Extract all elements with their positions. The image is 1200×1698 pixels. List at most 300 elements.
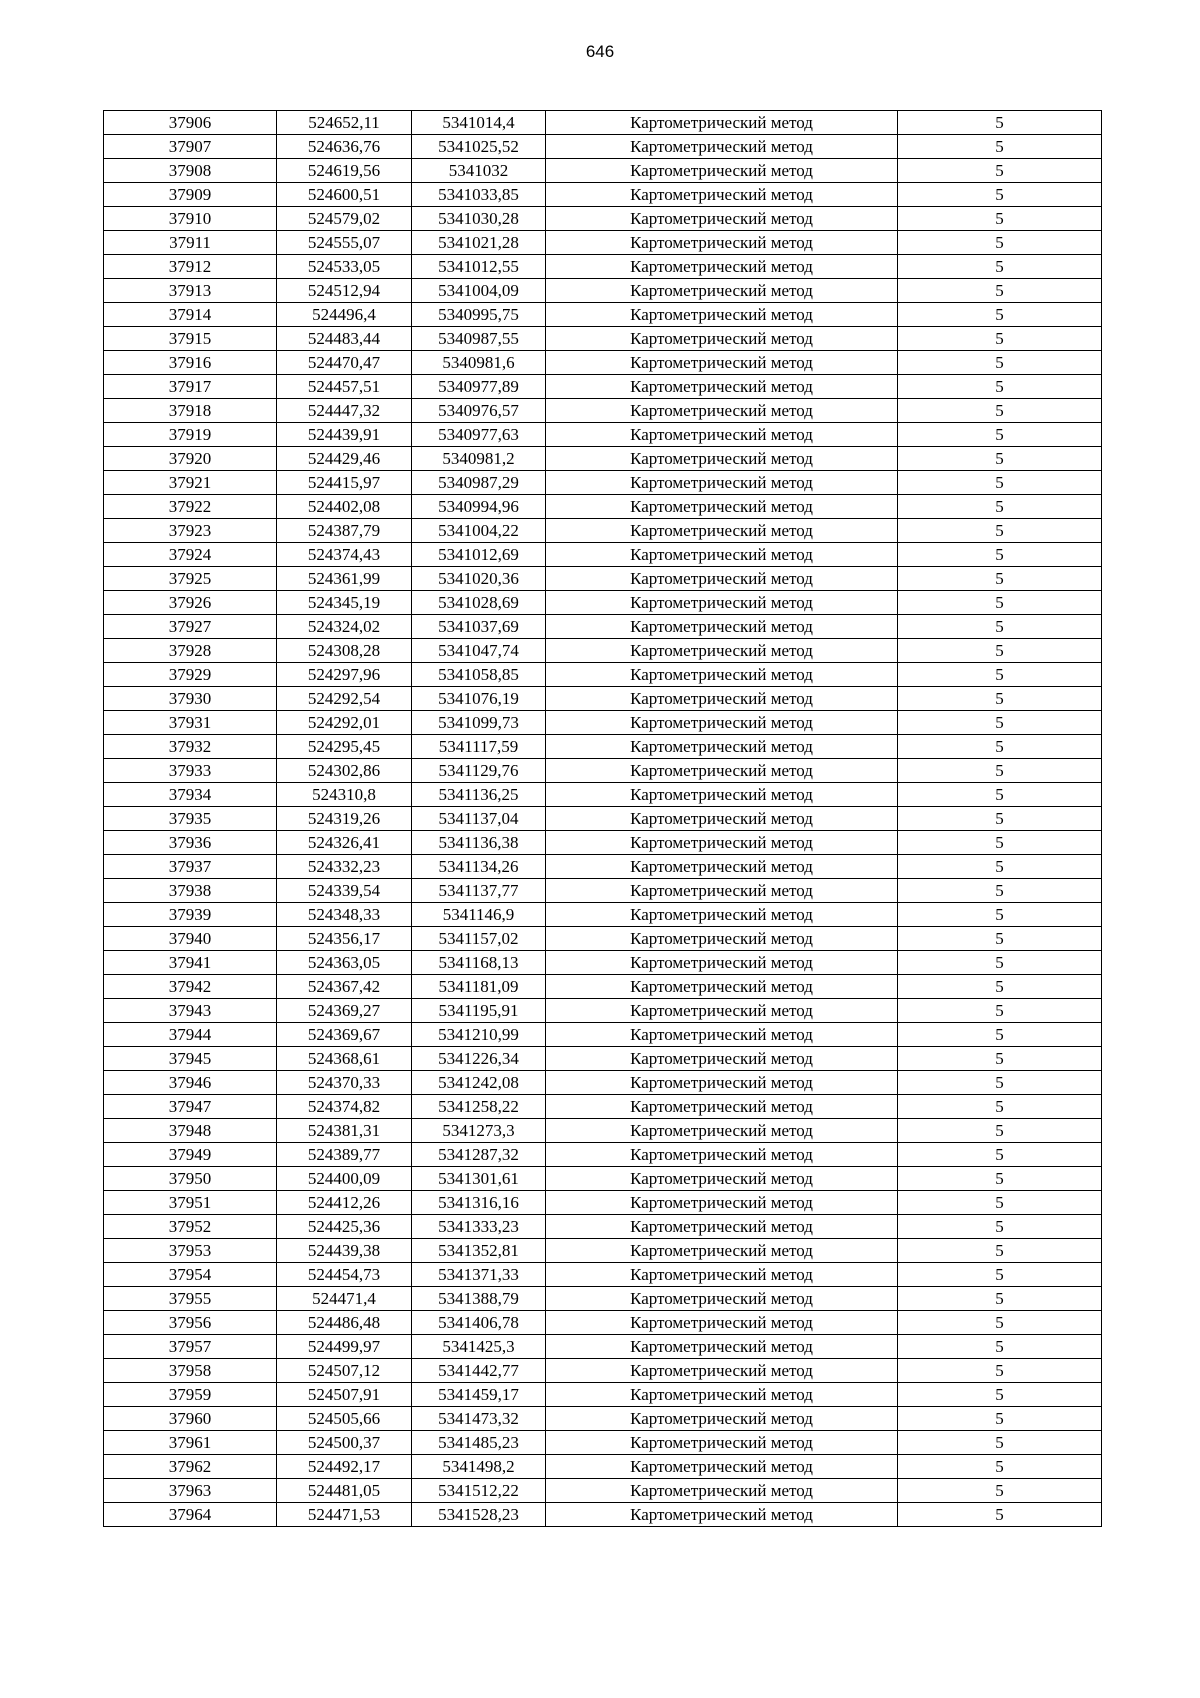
x-coordinate-cell: 524370,33 (277, 1071, 412, 1095)
point-number-cell: 37926 (104, 591, 277, 615)
y-coordinate-cell: 5341473,32 (412, 1407, 546, 1431)
method-cell: Картометрический метод (546, 1479, 898, 1503)
point-number-cell: 37951 (104, 1191, 277, 1215)
method-cell: Картометрический метод (546, 1095, 898, 1119)
coordinates-table-body (104, 111, 1102, 1527)
x-coordinate-cell: 524415,97 (277, 471, 412, 495)
x-coordinate-cell: 524600,51 (277, 183, 412, 207)
point-number-cell: 37960 (104, 1407, 277, 1431)
y-coordinate-cell: 5341014,4 (412, 111, 546, 135)
x-coordinate-cell: 524507,12 (277, 1359, 412, 1383)
accuracy-cell: 5 (898, 1143, 1102, 1167)
table-row (104, 351, 1102, 375)
accuracy-cell: 5 (898, 303, 1102, 327)
table-row (104, 1167, 1102, 1191)
method-cell: Картометрический метод (546, 1359, 898, 1383)
table-row (104, 519, 1102, 543)
x-coordinate-cell: 524381,31 (277, 1119, 412, 1143)
y-coordinate-cell: 5341099,73 (412, 711, 546, 735)
point-number-cell: 37931 (104, 711, 277, 735)
method-cell: Картометрический метод (546, 783, 898, 807)
y-coordinate-cell: 5341333,23 (412, 1215, 546, 1239)
x-coordinate-cell: 524499,97 (277, 1335, 412, 1359)
accuracy-cell: 5 (898, 1479, 1102, 1503)
table-row (104, 327, 1102, 351)
accuracy-cell: 5 (898, 255, 1102, 279)
accuracy-cell: 5 (898, 1311, 1102, 1335)
point-number-cell: 37943 (104, 999, 277, 1023)
accuracy-cell: 5 (898, 399, 1102, 423)
point-number-cell: 37955 (104, 1287, 277, 1311)
method-cell: Картометрический метод (546, 663, 898, 687)
point-number-cell: 37923 (104, 519, 277, 543)
point-number-cell: 37945 (104, 1047, 277, 1071)
accuracy-cell: 5 (898, 927, 1102, 951)
x-coordinate-cell: 524505,66 (277, 1407, 412, 1431)
table-row (104, 1143, 1102, 1167)
method-cell: Картометрический метод (546, 1215, 898, 1239)
method-cell: Картометрический метод (546, 1167, 898, 1191)
x-coordinate-cell: 524402,08 (277, 495, 412, 519)
table-row (104, 639, 1102, 663)
table-row (104, 999, 1102, 1023)
method-cell: Картометрический метод (546, 375, 898, 399)
table-row (104, 1407, 1102, 1431)
method-cell: Картометрический метод (546, 351, 898, 375)
table-row (104, 1311, 1102, 1335)
table-row (104, 975, 1102, 999)
x-coordinate-cell: 524369,27 (277, 999, 412, 1023)
accuracy-cell: 5 (898, 663, 1102, 687)
y-coordinate-cell: 5341195,91 (412, 999, 546, 1023)
table-row (104, 879, 1102, 903)
method-cell: Картометрический метод (546, 1119, 898, 1143)
table-row (104, 183, 1102, 207)
y-coordinate-cell: 5341021,28 (412, 231, 546, 255)
x-coordinate-cell: 524429,46 (277, 447, 412, 471)
point-number-cell: 37922 (104, 495, 277, 519)
accuracy-cell: 5 (898, 879, 1102, 903)
method-cell: Картометрический метод (546, 543, 898, 567)
method-cell: Картометрический метод (546, 951, 898, 975)
accuracy-cell: 5 (898, 1503, 1102, 1527)
accuracy-cell: 5 (898, 639, 1102, 663)
point-number-cell: 37947 (104, 1095, 277, 1119)
table-row (104, 1215, 1102, 1239)
method-cell: Картометрический метод (546, 1023, 898, 1047)
accuracy-cell: 5 (898, 1359, 1102, 1383)
x-coordinate-cell: 524400,09 (277, 1167, 412, 1191)
accuracy-cell: 5 (898, 327, 1102, 351)
method-cell: Картометрический метод (546, 1191, 898, 1215)
x-coordinate-cell: 524533,05 (277, 255, 412, 279)
x-coordinate-cell: 524486,48 (277, 1311, 412, 1335)
x-coordinate-cell: 524500,37 (277, 1431, 412, 1455)
y-coordinate-cell: 5341117,59 (412, 735, 546, 759)
accuracy-cell: 5 (898, 1263, 1102, 1287)
x-coordinate-cell: 524447,32 (277, 399, 412, 423)
y-coordinate-cell: 5340987,55 (412, 327, 546, 351)
point-number-cell: 37912 (104, 255, 277, 279)
y-coordinate-cell: 5341146,9 (412, 903, 546, 927)
method-cell: Картометрический метод (546, 831, 898, 855)
method-cell: Картометрический метод (546, 1287, 898, 1311)
x-coordinate-cell: 524454,73 (277, 1263, 412, 1287)
table-row (104, 1359, 1102, 1383)
x-coordinate-cell: 524326,41 (277, 831, 412, 855)
accuracy-cell: 5 (898, 783, 1102, 807)
method-cell: Картометрический метод (546, 399, 898, 423)
method-cell: Картометрический метод (546, 471, 898, 495)
x-coordinate-cell: 524636,76 (277, 135, 412, 159)
table-row (104, 1239, 1102, 1263)
point-number-cell: 37942 (104, 975, 277, 999)
point-number-cell: 37956 (104, 1311, 277, 1335)
y-coordinate-cell: 5341134,26 (412, 855, 546, 879)
y-coordinate-cell: 5341210,99 (412, 1023, 546, 1047)
method-cell: Картометрический метод (546, 135, 898, 159)
y-coordinate-cell: 5341371,33 (412, 1263, 546, 1287)
accuracy-cell: 5 (898, 1191, 1102, 1215)
method-cell: Картометрический метод (546, 711, 898, 735)
y-coordinate-cell: 5341406,78 (412, 1311, 546, 1335)
point-number-cell: 37915 (104, 327, 277, 351)
accuracy-cell: 5 (898, 207, 1102, 231)
x-coordinate-cell: 524308,28 (277, 639, 412, 663)
accuracy-cell: 5 (898, 855, 1102, 879)
y-coordinate-cell: 5341528,23 (412, 1503, 546, 1527)
y-coordinate-cell: 5340977,63 (412, 423, 546, 447)
method-cell: Картометрический метод (546, 327, 898, 351)
y-coordinate-cell: 5341004,22 (412, 519, 546, 543)
accuracy-cell: 5 (898, 159, 1102, 183)
table-row (104, 1263, 1102, 1287)
table-row (104, 375, 1102, 399)
y-coordinate-cell: 5341316,16 (412, 1191, 546, 1215)
point-number-cell: 37939 (104, 903, 277, 927)
table-row (104, 1479, 1102, 1503)
point-number-cell: 37914 (104, 303, 277, 327)
accuracy-cell: 5 (898, 375, 1102, 399)
table-row (104, 279, 1102, 303)
point-number-cell: 37919 (104, 423, 277, 447)
x-coordinate-cell: 524512,94 (277, 279, 412, 303)
accuracy-cell: 5 (898, 1215, 1102, 1239)
table-row (104, 903, 1102, 927)
method-cell: Картометрический метод (546, 279, 898, 303)
table-row (104, 303, 1102, 327)
table-row (104, 1119, 1102, 1143)
table-row (104, 1383, 1102, 1407)
method-cell: Картометрический метод (546, 879, 898, 903)
accuracy-cell: 5 (898, 1407, 1102, 1431)
method-cell: Картометрический метод (546, 855, 898, 879)
y-coordinate-cell: 5340977,89 (412, 375, 546, 399)
accuracy-cell: 5 (898, 615, 1102, 639)
accuracy-cell: 5 (898, 1119, 1102, 1143)
x-coordinate-cell: 524387,79 (277, 519, 412, 543)
point-number-cell: 37924 (104, 543, 277, 567)
point-number-cell: 37909 (104, 183, 277, 207)
page-number: 646 (585, 42, 615, 61)
x-coordinate-cell: 524295,45 (277, 735, 412, 759)
x-coordinate-cell: 524361,99 (277, 567, 412, 591)
table-row (104, 231, 1102, 255)
y-coordinate-cell: 5341287,32 (412, 1143, 546, 1167)
accuracy-cell: 5 (898, 1455, 1102, 1479)
accuracy-cell: 5 (898, 423, 1102, 447)
x-coordinate-cell: 524652,11 (277, 111, 412, 135)
y-coordinate-cell: 5340981,6 (412, 351, 546, 375)
table-row (104, 1335, 1102, 1359)
x-coordinate-cell: 524339,54 (277, 879, 412, 903)
y-coordinate-cell: 5341012,55 (412, 255, 546, 279)
method-cell: Картометрический метод (546, 231, 898, 255)
x-coordinate-cell: 524292,01 (277, 711, 412, 735)
method-cell: Картометрический метод (546, 207, 898, 231)
method-cell: Картометрический метод (546, 1071, 898, 1095)
method-cell: Картометрический метод (546, 1503, 898, 1527)
point-number-cell: 37938 (104, 879, 277, 903)
method-cell: Картометрический метод (546, 495, 898, 519)
point-number-cell: 37932 (104, 735, 277, 759)
y-coordinate-cell: 5341033,85 (412, 183, 546, 207)
point-number-cell: 37948 (104, 1119, 277, 1143)
y-coordinate-cell: 5341129,76 (412, 759, 546, 783)
point-number-cell: 37906 (104, 111, 277, 135)
x-coordinate-cell: 524348,33 (277, 903, 412, 927)
table-row (104, 447, 1102, 471)
x-coordinate-cell: 524310,8 (277, 783, 412, 807)
table-row (104, 255, 1102, 279)
x-coordinate-cell: 524439,91 (277, 423, 412, 447)
method-cell: Картометрический метод (546, 447, 898, 471)
point-number-cell: 37954 (104, 1263, 277, 1287)
y-coordinate-cell: 5341273,3 (412, 1119, 546, 1143)
accuracy-cell: 5 (898, 951, 1102, 975)
y-coordinate-cell: 5341301,61 (412, 1167, 546, 1191)
table-row (104, 807, 1102, 831)
method-cell: Картометрический метод (546, 1311, 898, 1335)
y-coordinate-cell: 5341498,2 (412, 1455, 546, 1479)
method-cell: Картометрический метод (546, 1431, 898, 1455)
y-coordinate-cell: 5340987,29 (412, 471, 546, 495)
table-row (104, 495, 1102, 519)
table-row (104, 591, 1102, 615)
accuracy-cell: 5 (898, 231, 1102, 255)
y-coordinate-cell: 5341020,36 (412, 567, 546, 591)
accuracy-cell: 5 (898, 903, 1102, 927)
x-coordinate-cell: 524481,05 (277, 1479, 412, 1503)
y-coordinate-cell: 5341012,69 (412, 543, 546, 567)
accuracy-cell: 5 (898, 1167, 1102, 1191)
accuracy-cell: 5 (898, 735, 1102, 759)
method-cell: Картометрический метод (546, 1455, 898, 1479)
y-coordinate-cell: 5341352,81 (412, 1239, 546, 1263)
accuracy-cell: 5 (898, 975, 1102, 999)
x-coordinate-cell: 524471,4 (277, 1287, 412, 1311)
table-row (104, 111, 1102, 135)
accuracy-cell: 5 (898, 1431, 1102, 1455)
accuracy-cell: 5 (898, 1071, 1102, 1095)
x-coordinate-cell: 524389,77 (277, 1143, 412, 1167)
y-coordinate-cell: 5340981,2 (412, 447, 546, 471)
y-coordinate-cell: 5341136,38 (412, 831, 546, 855)
x-coordinate-cell: 524457,51 (277, 375, 412, 399)
x-coordinate-cell: 524425,36 (277, 1215, 412, 1239)
table-row (104, 1191, 1102, 1215)
y-coordinate-cell: 5341058,85 (412, 663, 546, 687)
point-number-cell: 37949 (104, 1143, 277, 1167)
y-coordinate-cell: 5341485,23 (412, 1431, 546, 1455)
coordinates-table (103, 110, 1102, 1527)
accuracy-cell: 5 (898, 351, 1102, 375)
method-cell: Картометрический метод (546, 1335, 898, 1359)
point-number-cell: 37946 (104, 1071, 277, 1095)
table-row (104, 567, 1102, 591)
table-row (104, 1503, 1102, 1527)
point-number-cell: 37963 (104, 1479, 277, 1503)
method-cell: Картометрический метод (546, 999, 898, 1023)
method-cell: Картометрический метод (546, 975, 898, 999)
accuracy-cell: 5 (898, 711, 1102, 735)
table-row (104, 927, 1102, 951)
table-row (104, 759, 1102, 783)
y-coordinate-cell: 5341037,69 (412, 615, 546, 639)
point-number-cell: 37913 (104, 279, 277, 303)
method-cell: Картометрический метод (546, 1263, 898, 1287)
x-coordinate-cell: 524297,96 (277, 663, 412, 687)
table-row (104, 711, 1102, 735)
accuracy-cell: 5 (898, 543, 1102, 567)
table-row (104, 399, 1102, 423)
point-number-cell: 37941 (104, 951, 277, 975)
point-number-cell: 37929 (104, 663, 277, 687)
method-cell: Картометрический метод (546, 255, 898, 279)
point-number-cell: 37918 (104, 399, 277, 423)
y-coordinate-cell: 5341459,17 (412, 1383, 546, 1407)
method-cell: Картометрический метод (546, 759, 898, 783)
x-coordinate-cell: 524470,47 (277, 351, 412, 375)
x-coordinate-cell: 524496,4 (277, 303, 412, 327)
accuracy-cell: 5 (898, 1287, 1102, 1311)
method-cell: Картометрический метод (546, 183, 898, 207)
accuracy-cell: 5 (898, 279, 1102, 303)
table-row (104, 543, 1102, 567)
x-coordinate-cell: 524483,44 (277, 327, 412, 351)
x-coordinate-cell: 524345,19 (277, 591, 412, 615)
table-row (104, 1023, 1102, 1047)
table-row (104, 1095, 1102, 1119)
accuracy-cell: 5 (898, 1095, 1102, 1119)
point-number-cell: 37961 (104, 1431, 277, 1455)
y-coordinate-cell: 5341512,22 (412, 1479, 546, 1503)
x-coordinate-cell: 524471,53 (277, 1503, 412, 1527)
y-coordinate-cell: 5341030,28 (412, 207, 546, 231)
table-row (104, 735, 1102, 759)
point-number-cell: 37964 (104, 1503, 277, 1527)
accuracy-cell: 5 (898, 567, 1102, 591)
accuracy-cell: 5 (898, 111, 1102, 135)
y-coordinate-cell: 5341181,09 (412, 975, 546, 999)
y-coordinate-cell: 5341028,69 (412, 591, 546, 615)
accuracy-cell: 5 (898, 135, 1102, 159)
point-number-cell: 37934 (104, 783, 277, 807)
x-coordinate-cell: 524363,05 (277, 951, 412, 975)
table-row (104, 783, 1102, 807)
x-coordinate-cell: 524412,26 (277, 1191, 412, 1215)
y-coordinate-cell: 5341025,52 (412, 135, 546, 159)
accuracy-cell: 5 (898, 687, 1102, 711)
method-cell: Картометрический метод (546, 159, 898, 183)
accuracy-cell: 5 (898, 1335, 1102, 1359)
point-number-cell: 37935 (104, 807, 277, 831)
table-row (104, 831, 1102, 855)
accuracy-cell: 5 (898, 807, 1102, 831)
point-number-cell: 37953 (104, 1239, 277, 1263)
table-row (104, 1455, 1102, 1479)
method-cell: Картометрический метод (546, 615, 898, 639)
point-number-cell: 37925 (104, 567, 277, 591)
point-number-cell: 37944 (104, 1023, 277, 1047)
point-number-cell: 37952 (104, 1215, 277, 1239)
y-coordinate-cell: 5340995,75 (412, 303, 546, 327)
y-coordinate-cell: 5341137,04 (412, 807, 546, 831)
method-cell: Картометрический метод (546, 1047, 898, 1071)
method-cell: Картометрический метод (546, 591, 898, 615)
point-number-cell: 37916 (104, 351, 277, 375)
point-number-cell: 37911 (104, 231, 277, 255)
method-cell: Картометрический метод (546, 519, 898, 543)
table-row (104, 135, 1102, 159)
x-coordinate-cell: 524507,91 (277, 1383, 412, 1407)
accuracy-cell: 5 (898, 591, 1102, 615)
point-number-cell: 37910 (104, 207, 277, 231)
x-coordinate-cell: 524367,42 (277, 975, 412, 999)
point-number-cell: 37958 (104, 1359, 277, 1383)
accuracy-cell: 5 (898, 759, 1102, 783)
y-coordinate-cell: 5341168,13 (412, 951, 546, 975)
method-cell: Картометрический метод (546, 927, 898, 951)
method-cell: Картометрический метод (546, 687, 898, 711)
y-coordinate-cell: 5340994,96 (412, 495, 546, 519)
y-coordinate-cell: 5341137,77 (412, 879, 546, 903)
point-number-cell: 37959 (104, 1383, 277, 1407)
accuracy-cell: 5 (898, 495, 1102, 519)
point-number-cell: 37928 (104, 639, 277, 663)
x-coordinate-cell: 524302,86 (277, 759, 412, 783)
point-number-cell: 37940 (104, 927, 277, 951)
point-number-cell: 37930 (104, 687, 277, 711)
method-cell: Картометрический метод (546, 1383, 898, 1407)
y-coordinate-cell: 5341442,77 (412, 1359, 546, 1383)
table-row (104, 855, 1102, 879)
table-row (104, 207, 1102, 231)
x-coordinate-cell: 524439,38 (277, 1239, 412, 1263)
x-coordinate-cell: 524579,02 (277, 207, 412, 231)
table-row (104, 951, 1102, 975)
point-number-cell: 37962 (104, 1455, 277, 1479)
y-coordinate-cell: 5340976,57 (412, 399, 546, 423)
point-number-cell: 37936 (104, 831, 277, 855)
y-coordinate-cell: 5341258,22 (412, 1095, 546, 1119)
x-coordinate-cell: 524492,17 (277, 1455, 412, 1479)
method-cell: Картометрический метод (546, 567, 898, 591)
x-coordinate-cell: 524356,17 (277, 927, 412, 951)
accuracy-cell: 5 (898, 1239, 1102, 1263)
table-row (104, 159, 1102, 183)
point-number-cell: 37957 (104, 1335, 277, 1359)
